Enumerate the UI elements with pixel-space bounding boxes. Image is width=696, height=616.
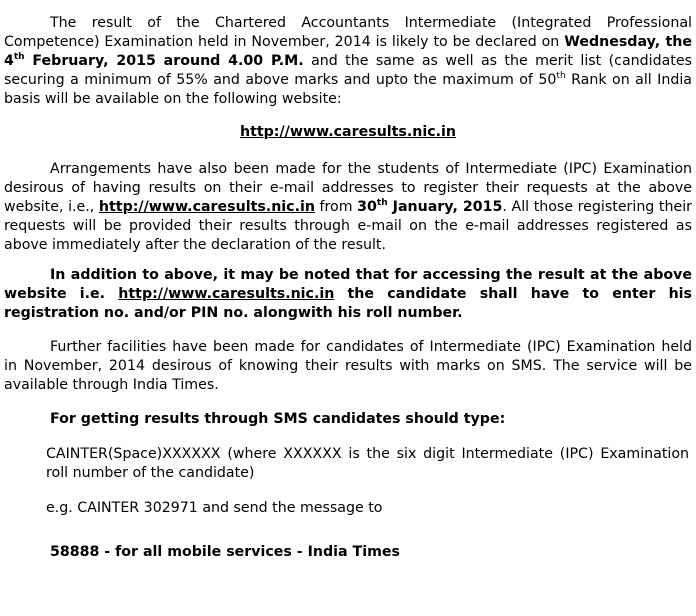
declaration-date-time: February, 2015 around 4.00 P.M. <box>24 53 304 69</box>
from-text: from <box>314 199 358 215</box>
merit-list-text: and the same as well as the merit list (candidates securing a minimum of 55% and above marks and upto the maximum of 50 <box>4 53 692 88</box>
result-announcement-text: The result of the Chartered Accountants Intermediate (Integrated Professional Competence) Examination held in November, 2014 is likely to be declared on <box>4 15 692 50</box>
sms-format-instruction: CAINTER(Space)XXXXXX (where XXXXXX is the six digit Intermediate (IPC) Examination roll number of the candidate) <box>46 446 689 481</box>
email-registration-text: Arrangements have also been made for the students of Intermediate (IPC) Examination desirous of having results on their e-mail addresses to register their requests at the above website, i.e., <box>4 161 692 215</box>
ordinal-suffix: th <box>376 198 388 208</box>
email-delivery-text: . All those registering their requests will be provided their results through e-mail on the e-mail addresses registered as above immediately after the declaration of the result. <box>4 199 692 253</box>
sms-heading: For getting results through SMS candidates should type: <box>50 411 506 427</box>
registration-start-day: 30 <box>357 199 377 215</box>
ordinal-suffix: th <box>13 52 25 62</box>
website-line <box>4 123 692 142</box>
declaration-day: Wednesday, the 4 <box>4 34 692 69</box>
registration-website-link[interactable]: http://www.caresults.nic.in <box>98 199 315 215</box>
sms-service-number: 58888 - for all mobile services - India Times <box>50 544 400 560</box>
paragraph-access-note <box>4 266 692 323</box>
website-link[interactable]: http://www.caresults.nic.in <box>239 124 456 140</box>
paragraph-email-registration <box>4 160 692 255</box>
sms-example: e.g. CAINTER 302971 and send the message to <box>46 500 383 516</box>
rank-text: Rank on all India basis will be available on the following website: <box>4 72 692 107</box>
ordinal-suffix: th <box>556 71 566 81</box>
access-requirements-text: the candidate shall have to enter his registration no. and/or PIN no. alongwith his roll number. <box>4 286 692 321</box>
access-website-link[interactable]: http://www.caresults.nic.in <box>118 286 335 302</box>
paragraph-sms-facility: Further facilities have been made for candidates of Intermediate (IPC) Examination held in November, 2014 desirous of knowing their results with marks on SMS. The service will be available through India Times. <box>4 339 692 393</box>
registration-start-month: January, 2015 <box>387 199 503 215</box>
access-note-text: In addition to above, it may be noted that for accessing the result at the above website i.e. <box>4 267 692 302</box>
paragraph-result-announcement <box>4 14 692 109</box>
